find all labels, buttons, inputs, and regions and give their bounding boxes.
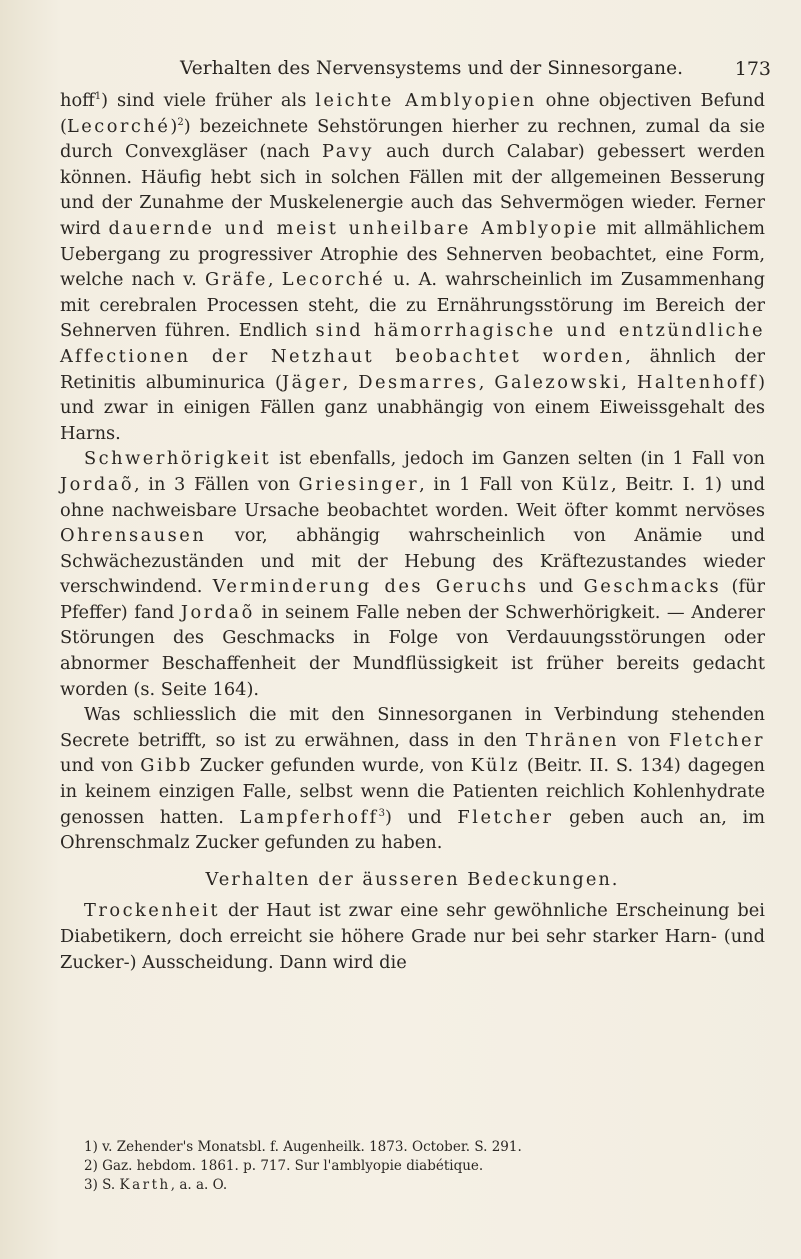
text: hoff [60,90,95,111]
author-name: Lecorché [281,269,386,291]
author-name: Gibb [140,755,193,777]
text: Was schliesslich die mit den Sinnesorganen in Verbindung stehenden Secrete betrifft, so ist zu erwähnen, dass in den [60,704,765,751]
author-name: Fletcher [457,806,554,828]
author-name: Karth [119,1177,171,1193]
text: und [528,576,584,598]
spaced-term: Verminderung des Geruchs [212,576,529,598]
footnote-2 [84,1157,764,1176]
author-name: Galezowski [494,371,622,393]
footnote-1 [84,1138,764,1157]
footnote-text: Gaz. hebdom. 1861. p. 717. Sur l'amblyopie diabétique. [102,1158,484,1174]
text: ) sind viele früher als [101,90,316,111]
paragraph-secretions [60,702,765,856]
spaced-term: Geschmacks [583,576,722,598]
footnote-ref: 1 [94,91,102,103]
text: in seinem Falle neben der Schwerhörigkeit. — Anderer Störungen des Geschmacks in Folge von Verdauungsstörungen oder abnormer Beschaffenheit der Mundflüssigkeit ist früher bereits gedacht worden (s. Seite 164). [60,601,765,700]
running-title: Verhalten des Nervensystems und der Sinnesorgane. [180,58,684,79]
text: , [621,371,637,393]
text: und von [60,755,141,777]
text: auch durch Calabar) gebessert werden können. Häufig hebt sich in solchen Fällen mit der allgemeinen Besserung und der Zunahme der Muskelenergie auch das Sehvermögen wieder. Ferner wird [60,141,766,239]
text: ohne objectiven Befund ( [60,90,766,137]
author-name: Lampferhoff [239,806,379,828]
text: geben auch an, im Ohrenschmalz Zucker gefunden zu haben. [60,806,766,854]
section-heading: Verhalten der äusseren Bedeckungen. [205,868,620,890]
text: ist ebenfalls, jedoch im Ganzen selten (in 1 Fall von [271,448,765,470]
text: ) und zwar in einigen Fällen ganz unabhängig von einem Eiweissgehalt des Harns. [60,371,765,444]
footnote-number: 1) [84,1139,98,1155]
footnote-number: 3) [84,1177,98,1193]
footnote-text: v. Zehender's Monatsbl. f. Augenheilk. 1873. October. S. 291. [102,1139,522,1155]
text: u. A. wahrscheinlich im Zusammenhang mit cerebralen Processen steht, die zu Ernährungsstörung im Bereich der Sehnerven führen. Endlich [60,269,765,342]
text: ) und [384,806,458,828]
author-name: Külz [470,755,520,777]
text: , in 1 Fall von [419,473,562,495]
text: von [619,729,669,751]
footnote-ref: 2 [177,116,184,128]
text: Zucker gefunden wurde, von [192,755,471,777]
text: (für Pfeffer) fand [60,576,766,623]
page-body [60,88,765,975]
author-name: Desmarres [358,371,479,393]
author-name: Pavy [322,141,374,163]
spaced-term: Schwerhörigkeit [84,448,272,470]
text: , ähnlich der Retinitis albuminurica ( [60,345,765,393]
text: ) bezeichnete Sehstörungen hierher zu rechnen, zumal da sie durch Convexgläser (nach [60,115,765,163]
text: , [267,269,282,291]
footnote-number: 2) [84,1158,98,1174]
author-name: Jäger [281,371,343,393]
paragraph-hearing [60,446,765,702]
text: der Haut ist zwar eine sehr gewöhnliche Erscheinung bei Diabetikern, doch erreicht sie höhere Grade nur bei sehr starker Harn- (und Zucker-) Ausscheidung. Dann wird die [60,900,765,973]
text: , [342,371,359,393]
running-head [60,58,771,82]
text: mit allmählichem Uebergang zu progressiver Atrophie des Sehnerven beobachtet, eine Form, welche nach v. [60,217,765,291]
footnotes [84,1138,764,1195]
author-name: Griesinger [298,473,420,495]
author-name: Jordaõ [180,601,255,623]
text: , Beitr. I. 1) und ohne nachweisbare Ursache beobachtet worden. Weit öfter kommt nervöses [60,473,765,521]
spaced-term: Ohrensausen [60,525,207,547]
author-name: Fletcher [668,729,765,751]
footnote-text: , a. a. O. [170,1177,228,1193]
footnote-3 [84,1176,764,1195]
author-name: Haltenhoff [636,371,759,393]
text: vor, abhängig wahrscheinlich von Anämie und Schwächezuständen und mit der Hebung des Kräftezustandes wieder verschwindend. [60,525,765,598]
author-name: Gräfe [204,269,268,291]
page-number: 173 [734,58,771,80]
text: (Beitr. II. S. 134) dagegen in keinem einzigen Falle, selbst wenn die Patienten reichlich Kohlenhydrate genossen hatten. [60,755,765,828]
text: , in 3 Fällen von [134,473,299,495]
spaced-term: Thränen [525,729,620,751]
spaced-term: leichte Amblyopien [315,90,537,111]
paragraph-skin [60,898,765,975]
text: ) [170,115,178,137]
spaced-term: sind hämorrhagische und entzündliche Affectionen der Netzhaut beobachtet worden [60,320,765,367]
spaced-term: Trockenheit [84,900,221,922]
footnote-text: S. [102,1177,120,1193]
author-name: Lecorché [66,115,171,137]
author-name: Jordaõ [60,473,135,495]
spaced-term: dauernde und meist unheilbare Amblyopie [108,217,599,239]
paragraph-amblyopia [60,88,765,446]
text: , [478,371,495,393]
author-name: Külz [561,473,612,495]
footnote-ref: 3 [378,807,385,819]
